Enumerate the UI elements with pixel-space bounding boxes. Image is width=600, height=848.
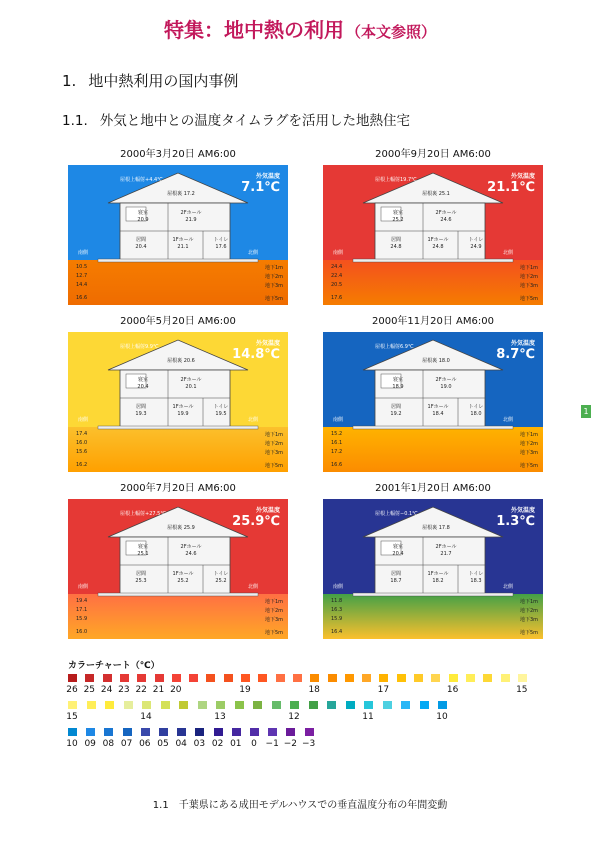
color-swatch [250, 728, 259, 736]
color-chart-label: −2 [283, 739, 298, 749]
room-temp: 24.6 [440, 217, 452, 223]
color-swatch [258, 674, 267, 682]
ground-temp: 16.3 [331, 607, 343, 613]
color-chart-label: 10 [436, 712, 448, 722]
ground-temp: 17.4 [76, 431, 88, 437]
color-swatch [141, 728, 150, 736]
depth-label: 地下1m [264, 599, 283, 605]
depth-label: 地下5m [264, 463, 283, 469]
room-label: 居間 [390, 237, 401, 243]
color-swatch [364, 701, 373, 709]
north-label: 北側 [502, 584, 513, 590]
room-temp: 24.8 [432, 244, 444, 250]
depth-label: 地下3m [519, 617, 538, 623]
color-swatch [379, 674, 388, 682]
room-label: 1Fホール [427, 237, 449, 243]
room-label: 2Fホール [180, 210, 202, 216]
outside-temp-label: 外気温度 [255, 340, 280, 347]
ground-temp: 17.1 [76, 607, 88, 613]
room-label: 寝室 [392, 210, 403, 216]
color-chart-label: 10 [66, 739, 78, 749]
ground-temp: 16.2 [76, 462, 88, 468]
color-swatch [483, 674, 492, 682]
ground-temp: 10.5 [76, 264, 88, 270]
depth-label: 地下3m [519, 450, 538, 456]
panel-date: 2000年3月20日 AM6:00 [120, 149, 236, 160]
north-label: 北側 [247, 584, 258, 590]
depth-label: 地下3m [264, 617, 283, 623]
ground-temp: 11.8 [331, 598, 343, 604]
thermal-panel [323, 165, 543, 305]
color-swatch [232, 728, 241, 736]
ground-temp: 16.0 [76, 440, 88, 446]
ground-temp: 24.4 [331, 264, 343, 270]
room-label: 2Fホール [435, 377, 457, 383]
color-chart-label: 14 [140, 712, 152, 722]
color-swatch [235, 701, 244, 709]
color-chart-label: 02 [211, 739, 224, 749]
ground-temp: 15.9 [76, 616, 88, 622]
south-label: 南側 [333, 417, 344, 423]
room-label: 1Fホール [427, 404, 449, 410]
room-label: 寝室 [392, 544, 403, 550]
color-swatch [449, 674, 458, 682]
thermal-panel [323, 332, 543, 472]
color-chart-label: 16 [446, 685, 459, 695]
south-label: 南側 [333, 584, 344, 590]
room-temp: 21.9 [185, 217, 197, 223]
color-swatch [161, 701, 170, 709]
color-swatch [328, 674, 337, 682]
color-chart-label: 04 [175, 739, 187, 749]
depth-label: 地下1m [519, 599, 538, 605]
page-title [0, 14, 600, 43]
color-swatch [123, 728, 132, 736]
thermal-panel [68, 499, 288, 639]
color-swatch [241, 674, 250, 682]
room-label: トイレ [468, 571, 484, 577]
outside-temp-value: 7.1℃ [241, 180, 280, 195]
room-temp: 18.4 [432, 411, 444, 417]
color-chart-label: 15 [516, 685, 528, 695]
ground-temp: 17.2 [331, 449, 343, 455]
color-swatch [85, 674, 94, 682]
room-label: 居間 [135, 571, 146, 577]
room-temp: 20.4 [392, 551, 404, 557]
depth-label: 地下3m [519, 283, 538, 289]
color-swatch [438, 701, 447, 709]
room-label: 居間 [135, 237, 146, 243]
color-chart-label: 19 [239, 685, 251, 695]
outside-temp-value: 21.1℃ [487, 180, 535, 195]
color-swatch [105, 701, 114, 709]
color-swatch [159, 728, 168, 736]
outside-temp-label: 外気温度 [510, 173, 535, 180]
roof-radiation: 屋根上輻射−0.1℃ [375, 511, 418, 517]
color-chart-label: 18 [308, 685, 320, 695]
panel-date: 2000年11月20日 AM6:00 [371, 316, 494, 327]
color-chart-label: −1 [265, 739, 279, 749]
color-chart-label: 0 [251, 739, 257, 749]
depth-label: 地下2m [519, 274, 538, 280]
room-label: 寝室 [137, 544, 148, 550]
room-label: 居間 [390, 404, 401, 410]
room-temp: 20.4 [137, 384, 149, 390]
color-swatch [345, 674, 354, 682]
page-title-main: 特集：地中熱の利用 [163, 18, 344, 42]
color-swatch [346, 701, 355, 709]
heading-1 [62, 70, 238, 91]
color-swatch [198, 701, 207, 709]
room-temp: 24.9 [470, 244, 482, 250]
depth-label: 地下5m [519, 296, 538, 302]
color-swatch [155, 674, 164, 682]
panel-date: 2000年5月20日 AM6:00 [120, 316, 236, 327]
depth-label: 地下5m [264, 630, 283, 636]
room-label: 2Fホール [180, 544, 202, 550]
color-chart-label: 06 [139, 739, 151, 749]
color-chart-label: 15 [66, 712, 78, 722]
color-swatch [276, 674, 285, 682]
south-label: 南側 [78, 417, 89, 423]
heading-2-number: 1.1. [62, 113, 88, 129]
room-label: 1Fホール [172, 237, 194, 243]
color-swatch [142, 701, 151, 709]
color-swatch [224, 674, 233, 682]
room-label: 2Fホール [435, 544, 457, 550]
room-label: トイレ [468, 237, 484, 243]
depth-label: 地下2m [264, 274, 283, 280]
room-label: 1Fホール [172, 571, 194, 577]
room-attic: 屋根裏 25.9 [167, 525, 195, 531]
ground-temp: 16.1 [331, 440, 343, 446]
color-swatch [137, 674, 146, 682]
ground-temp: 20.5 [331, 282, 343, 288]
color-swatch [120, 674, 129, 682]
color-swatch [68, 728, 77, 736]
color-chart-label: 23 [118, 685, 130, 695]
heading-1-text: 地中熱利用の国内事例 [88, 72, 239, 90]
room-temp: 19.0 [440, 384, 452, 390]
depth-label: 地下2m [519, 608, 538, 614]
room-attic: 屋根裏 25.1 [422, 191, 450, 197]
color-swatch [501, 674, 510, 682]
room-temp: 25.2 [392, 217, 404, 223]
color-swatch [86, 728, 95, 736]
color-swatch [253, 701, 262, 709]
room-temp: 25.1 [137, 551, 149, 557]
thermal-panel [68, 332, 288, 472]
color-swatch [305, 728, 314, 736]
room-temp: 19.2 [390, 411, 402, 417]
room-label: 寝室 [137, 210, 148, 216]
figure-caption: 1.1 千葉県にある成田モデルハウスでの垂直温度分布の年間変動 [152, 800, 448, 811]
north-label: 北側 [247, 250, 258, 256]
room-label: 1Fホール [172, 404, 194, 410]
color-swatch [206, 674, 215, 682]
room-label: 寝室 [392, 377, 403, 383]
room-attic: 屋根裏 18.0 [422, 358, 450, 364]
color-chart-label: 22 [135, 685, 147, 695]
room-temp: 18.3 [470, 578, 482, 584]
color-swatch [68, 674, 77, 682]
south-label: 南側 [333, 250, 344, 256]
room-temp: 19.5 [215, 411, 227, 417]
color-swatch [293, 674, 302, 682]
ground-temp: 16.6 [76, 295, 88, 301]
ground-temp: 16.6 [331, 462, 343, 468]
color-swatch [397, 674, 406, 682]
heading-1-number: 1. [62, 72, 77, 90]
color-swatch [103, 674, 112, 682]
panel-date: 2001年1月20日 AM6:00 [375, 483, 491, 494]
color-chart-label: 17 [377, 685, 390, 695]
depth-label: 地下5m [264, 296, 283, 302]
color-swatch [290, 701, 299, 709]
color-swatch [68, 701, 77, 709]
room-temp: 19.9 [177, 411, 189, 417]
color-chart-label: 21 [152, 685, 165, 695]
south-label: 南側 [78, 584, 89, 590]
thermal-panel [68, 165, 288, 305]
outside-temp-label: 外気温度 [255, 507, 280, 514]
color-chart-label: 08 [102, 739, 115, 749]
room-attic: 屋根裏 17.2 [167, 191, 195, 197]
color-chart-label: 03 [193, 739, 206, 749]
room-label: 居間 [390, 571, 401, 577]
outside-temp-value: 14.8℃ [232, 347, 280, 362]
ground-temp: 15.9 [331, 616, 343, 622]
depth-label: 地下2m [519, 441, 538, 447]
color-swatch [87, 701, 96, 709]
color-chart-label: 26 [66, 685, 78, 695]
roof-radiation: 屋根上輻射9.9℃ [120, 344, 159, 350]
outside-temp-value: 25.9℃ [232, 514, 280, 529]
color-chart-label: 09 [84, 739, 96, 749]
color-swatch [362, 674, 371, 682]
color-chart-label: 05 [157, 739, 169, 749]
heading-2 [62, 109, 410, 129]
color-swatch [177, 728, 186, 736]
depth-label: 地下5m [519, 630, 538, 636]
color-swatch [104, 728, 113, 736]
ground-temp: 22.4 [331, 273, 343, 279]
room-label: 2Fホール [435, 210, 457, 216]
ground-temp: 12.7 [76, 273, 88, 279]
depth-label: 地下5m [519, 463, 538, 469]
room-attic: 屋根裏 17.8 [422, 525, 450, 531]
room-temp: 18.2 [432, 578, 444, 584]
south-label: 南側 [78, 250, 89, 256]
page-title-sub: （本文参照） [345, 23, 436, 41]
room-temp: 18.7 [390, 578, 402, 584]
outside-temp-value: 1.3℃ [496, 514, 535, 529]
ground-temp: 17.6 [331, 295, 343, 301]
room-label: 寝室 [137, 377, 148, 383]
room-temp: 20.1 [185, 384, 197, 390]
outside-temp-label: 外気温度 [255, 173, 280, 180]
color-swatch [401, 701, 410, 709]
room-temp: 21.7 [440, 551, 452, 557]
color-swatch [466, 674, 475, 682]
room-label: 2Fホール [180, 377, 202, 383]
color-swatch [309, 701, 318, 709]
panel-date: 2000年9月20日 AM6:00 [375, 149, 491, 160]
color-swatch [420, 701, 429, 709]
room-temp: 17.6 [215, 244, 227, 250]
room-label: トイレ [213, 571, 229, 577]
color-swatch [216, 701, 225, 709]
color-swatch [172, 674, 181, 682]
color-chart-label: 07 [120, 739, 133, 749]
depth-label: 地下3m [264, 283, 283, 289]
depth-label: 地下1m [519, 265, 538, 271]
side-tab: 1 [581, 405, 591, 418]
room-temp: 19.3 [135, 411, 147, 417]
outside-temp-label: 外気温度 [510, 507, 535, 514]
color-swatch [124, 701, 133, 709]
color-chart-label: −3 [301, 739, 316, 749]
color-swatch [310, 674, 319, 682]
depth-label: 地下3m [264, 450, 283, 456]
room-temp: 25.3 [135, 578, 147, 584]
color-swatch [414, 674, 423, 682]
color-chart-label: 20 [170, 685, 182, 695]
ground-temp: 15.6 [76, 449, 88, 455]
room-label: 居間 [135, 404, 146, 410]
color-swatch [195, 728, 204, 736]
color-swatch [179, 701, 188, 709]
color-swatch [383, 701, 392, 709]
thermal-panel [323, 499, 543, 639]
color-swatch [431, 674, 440, 682]
ground-temp: 19.4 [76, 598, 88, 604]
color-swatch [518, 674, 527, 682]
color-chart-label: 24 [100, 685, 113, 695]
room-label: トイレ [213, 404, 229, 410]
room-attic: 屋根裏 20.6 [167, 358, 195, 364]
color-swatch [268, 728, 277, 736]
room-temp: 18.0 [470, 411, 482, 417]
ground-temp: 16.0 [76, 629, 88, 635]
color-swatch [272, 701, 281, 709]
depth-label: 地下1m [519, 432, 538, 438]
outside-temp-label: 外気温度 [510, 340, 535, 347]
roof-radiation: 屋根上輻射+27.5℃ [120, 511, 166, 517]
depth-label: 地下1m [264, 432, 283, 438]
room-temp: 20.9 [137, 217, 149, 223]
room-temp: 20.4 [135, 244, 147, 250]
panel-date: 2000年7月20日 AM6:00 [120, 483, 236, 494]
room-temp: 18.9 [392, 384, 404, 390]
north-label: 北側 [502, 250, 513, 256]
depth-label: 地下1m [264, 265, 283, 271]
color-chart-label: 01 [230, 739, 242, 749]
room-temp: 25.2 [215, 578, 227, 584]
room-temp: 21.1 [177, 244, 189, 250]
depth-label: 地下2m [264, 608, 283, 614]
color-chart-label: 25 [83, 685, 96, 695]
room-label: トイレ [213, 237, 229, 243]
color-swatch [214, 728, 223, 736]
room-temp: 25.2 [177, 578, 189, 584]
roof-radiation: 屋根上輻射+4.4℃ [120, 177, 163, 183]
ground-temp: 16.4 [331, 629, 343, 635]
depth-label: 地下2m [264, 441, 283, 447]
north-label: 北側 [247, 417, 258, 423]
room-temp: 24.6 [185, 551, 197, 557]
heading-2-text: 外気と地中との温度タイムラグを活用した地熱住宅 [99, 113, 410, 129]
room-label: 1Fホール [427, 571, 449, 577]
roof-radiation: 屋根上輻射6.9℃ [375, 344, 414, 350]
roof-radiation: 屋根上輻射19.7℃ [375, 177, 417, 183]
north-label: 北側 [502, 417, 513, 423]
outside-temp-value: 8.7℃ [496, 347, 535, 362]
ground-temp: 15.2 [331, 431, 343, 437]
color-chart-label: 13 [214, 712, 226, 722]
room-temp: 24.8 [390, 244, 402, 250]
ground-temp: 14.4 [76, 282, 88, 288]
room-label: トイレ [468, 404, 484, 410]
color-chart-label: 11 [362, 712, 374, 722]
color-swatch [327, 701, 336, 709]
color-chart-label: 12 [288, 712, 300, 722]
color-swatch [286, 728, 295, 736]
color-swatch [189, 674, 198, 682]
color-chart-title: カラーチャート（℃） [68, 661, 160, 671]
